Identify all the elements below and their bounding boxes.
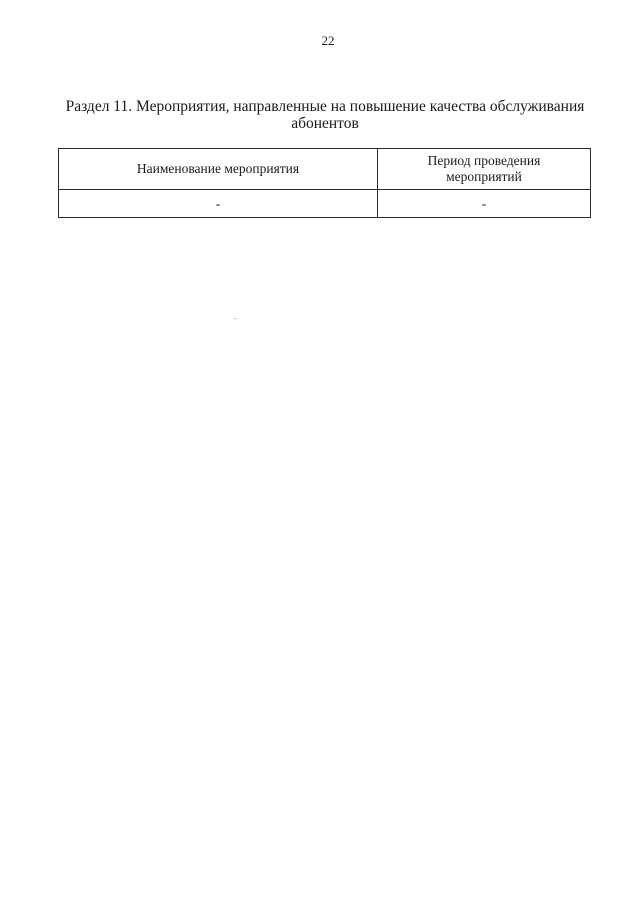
cell-measure-name: - [59, 190, 378, 218]
header-period-line-2: мероприятий [446, 169, 522, 184]
measures-table [58, 148, 591, 218]
page-number: 22 [321, 33, 335, 48]
section-title-line-2: абонентов [291, 115, 359, 132]
header-measure-name: Наименование мероприятия [59, 149, 378, 190]
section-title [60, 98, 590, 132]
table-row [59, 190, 591, 218]
scan-artifact [234, 318, 236, 319]
section-title-line-1: Раздел 11. Мероприятия, направленные на повышение качества обслуживания [65, 98, 585, 115]
cell-measure-period: - [378, 190, 591, 218]
header-measure-period [378, 149, 591, 190]
header-period-line-1: Период проведения [427, 153, 541, 168]
table-header-row [59, 149, 591, 190]
